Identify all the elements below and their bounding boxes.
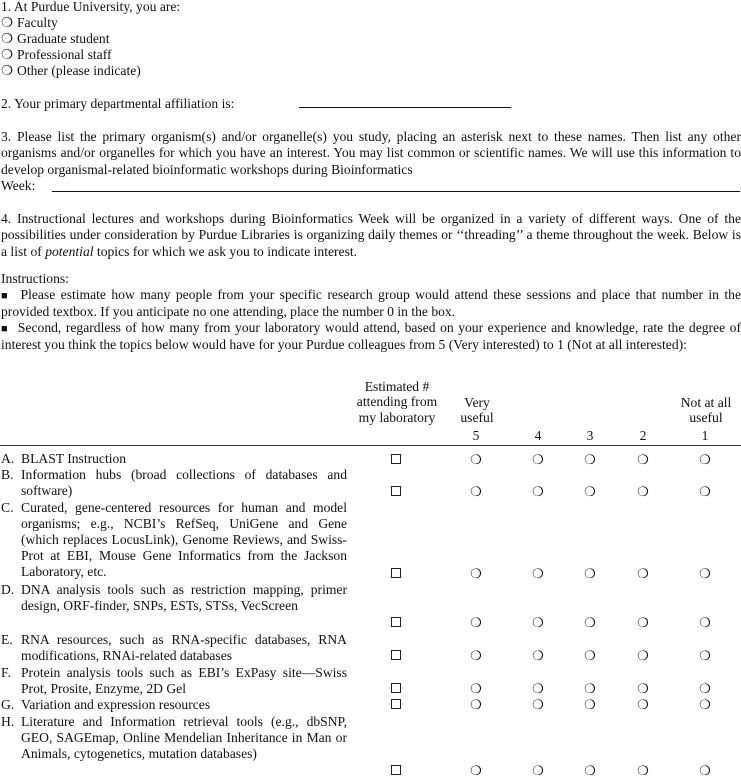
instructions-bullet-2: ■ Second, regardless of how many from your laboratory would attend, based on your experience and knowledge, rate the degree of interest you think the topics below would have for your Purdue colleagues from 5 (Very interested) to 1 (Not at all interested): bbox=[1, 320, 741, 353]
row-topic: Curated, gene-centered resources for human and model organisms; e.g., NCBI’s RefSeq, UniGene and Gene (which replaces LocusLink), Genome Reviews, and Swiss-Prot at EBI, Mouse Gene Informatics from the Jackson Laboratory, etc. bbox=[21, 500, 347, 580]
attending-count-box[interactable] bbox=[391, 486, 401, 496]
rating-radio-5[interactable]: ❍ bbox=[470, 484, 482, 499]
rating-radio-1[interactable]: ❍ bbox=[699, 648, 711, 663]
row-letter: B. bbox=[1, 467, 14, 482]
rating-radio-4[interactable]: ❍ bbox=[532, 452, 544, 467]
header-rule bbox=[0, 445, 741, 446]
q3-week-label: Week: bbox=[1, 178, 36, 193]
rating-radio-2[interactable]: ❍ bbox=[637, 566, 649, 581]
rating-radio-5[interactable]: ❍ bbox=[470, 615, 482, 630]
rating-radio-5[interactable]: ❍ bbox=[470, 452, 482, 467]
rating-radio-5[interactable]: ❍ bbox=[470, 763, 482, 778]
rating-radio-4[interactable]: ❍ bbox=[532, 648, 544, 663]
attending-count-box[interactable] bbox=[391, 617, 401, 627]
rating-radio-1[interactable]: ❍ bbox=[699, 681, 711, 696]
row-letter: H. bbox=[1, 714, 15, 729]
rating-radio-1[interactable]: ❍ bbox=[699, 763, 711, 778]
rating-radio-1[interactable]: ❍ bbox=[699, 484, 711, 499]
instructions-heading: Instructions: bbox=[1, 271, 69, 286]
radio-icon[interactable]: ❍ bbox=[1, 31, 14, 46]
q1-question: 1. At Purdue University, you are: bbox=[1, 0, 181, 14]
row-topic: Information hubs (broad collections of databases and software) bbox=[21, 467, 347, 499]
row-letter: D. bbox=[1, 582, 15, 597]
department-field[interactable] bbox=[299, 107, 511, 108]
rating-radio-2[interactable]: ❍ bbox=[637, 681, 649, 696]
header-not-useful: Not at all useful bbox=[680, 395, 732, 426]
q1-option-other[interactable]: ❍ Other (please indicate) bbox=[1, 63, 141, 78]
radio-icon[interactable]: ❍ bbox=[1, 63, 14, 78]
row-topic: Protein analysis tools such as EBI’s ExPasy site—Swiss Prot, Prosite, Enzyme, 2D Gel bbox=[21, 665, 347, 697]
rating-radio-1[interactable]: ❍ bbox=[699, 615, 711, 630]
rating-radio-1[interactable]: ❍ bbox=[699, 697, 711, 712]
rating-radio-2[interactable]: ❍ bbox=[637, 648, 649, 663]
attending-count-box[interactable] bbox=[391, 568, 401, 578]
q1-option-graduate-student[interactable]: ❍ Graduate student bbox=[1, 31, 110, 46]
row-topic: Variation and expression resources bbox=[21, 697, 211, 712]
q1-option-faculty[interactable]: ❍ Faculty bbox=[1, 15, 58, 30]
scale-5: 5 bbox=[472, 428, 480, 443]
rating-radio-3[interactable]: ❍ bbox=[584, 566, 596, 581]
rating-radio-5[interactable]: ❍ bbox=[470, 681, 482, 696]
rating-radio-3[interactable]: ❍ bbox=[584, 484, 596, 499]
scale-3: 3 bbox=[586, 428, 594, 443]
instructions-bullet-1: ■ Please estimate how many people from your specific research group would attend these sessions and place that number in the provided textbox. If you anticipate no one attending, place the number 0 in the box. bbox=[1, 287, 741, 320]
rating-radio-3[interactable]: ❍ bbox=[584, 763, 596, 778]
rating-radio-5[interactable]: ❍ bbox=[470, 566, 482, 581]
rating-radio-4[interactable]: ❍ bbox=[532, 763, 544, 778]
radio-icon[interactable]: ❍ bbox=[1, 15, 14, 30]
header-estimated: Estimated # attending from my laboratory bbox=[356, 379, 438, 425]
row-topic: RNA resources, such as RNA-specific databases, RNA modifications, RNAi-related databases bbox=[21, 632, 347, 664]
rating-radio-3[interactable]: ❍ bbox=[584, 615, 596, 630]
rating-radio-4[interactable]: ❍ bbox=[532, 697, 544, 712]
rating-radio-2[interactable]: ❍ bbox=[637, 697, 649, 712]
attending-count-box[interactable] bbox=[391, 650, 401, 660]
scale-4: 4 bbox=[534, 428, 542, 443]
q2-question: 2. Your primary departmental affiliation is: bbox=[1, 96, 235, 111]
row-topic: DNA analysis tools such as restriction mapping, primer design, ORF-finder, SNPs, ESTs, STSs, VecScreen bbox=[21, 582, 347, 614]
rating-radio-3[interactable]: ❍ bbox=[584, 697, 596, 712]
rating-radio-1[interactable]: ❍ bbox=[699, 566, 711, 581]
rating-radio-2[interactable]: ❍ bbox=[637, 484, 649, 499]
attending-count-box[interactable] bbox=[391, 699, 401, 709]
rating-radio-2[interactable]: ❍ bbox=[637, 615, 649, 630]
q3-text: 3. Please list the primary organism(s) and/or organelle(s) you study, placing an asterisk next to these names. Then list any other organisms and/or organelles for which you have an interest. You may list common or scientific names. We will use this information to develop organismal-related bioinformatic workshops during Bioinformatics bbox=[1, 129, 741, 177]
row-letter: A. bbox=[1, 451, 15, 466]
radio-icon[interactable]: ❍ bbox=[1, 47, 14, 62]
scale-2: 2 bbox=[639, 428, 647, 443]
organisms-field[interactable] bbox=[52, 191, 740, 192]
bullet-icon: ■ bbox=[1, 290, 10, 302]
rating-radio-2[interactable]: ❍ bbox=[637, 763, 649, 778]
row-letter: E. bbox=[1, 632, 13, 647]
rating-radio-4[interactable]: ❍ bbox=[532, 566, 544, 581]
rating-radio-3[interactable]: ❍ bbox=[584, 452, 596, 467]
rating-radio-5[interactable]: ❍ bbox=[470, 648, 482, 663]
row-letter: C. bbox=[1, 500, 14, 515]
row-topic: BLAST Instruction bbox=[21, 451, 127, 466]
rating-radio-3[interactable]: ❍ bbox=[584, 681, 596, 696]
row-letter: G. bbox=[1, 697, 15, 712]
q1-option-professional-staff[interactable]: ❍ Professional staff bbox=[1, 47, 112, 62]
attending-count-box[interactable] bbox=[391, 683, 401, 693]
rating-radio-4[interactable]: ❍ bbox=[532, 615, 544, 630]
rating-radio-3[interactable]: ❍ bbox=[584, 648, 596, 663]
row-letter: F. bbox=[1, 665, 11, 680]
rating-radio-1[interactable]: ❍ bbox=[699, 452, 711, 467]
rating-radio-5[interactable]: ❍ bbox=[470, 697, 482, 712]
header-very-useful: Very useful bbox=[460, 395, 494, 426]
rating-radio-2[interactable]: ❍ bbox=[637, 452, 649, 467]
attending-count-box[interactable] bbox=[391, 765, 401, 775]
q4-text: 4. Instructional lectures and workshops during Bioinformatics Week will be organized in a variety of different ways. One of the possibilities under consideration by Purdue Libraries is organizing daily themes or ‘‘threading’’ a theme throughout the week. Below is a list of potential topics for which we ask you to indicate interest. bbox=[1, 211, 741, 259]
bullet-icon: ■ bbox=[1, 323, 9, 335]
scale-1: 1 bbox=[701, 428, 709, 443]
attending-count-box[interactable] bbox=[391, 454, 401, 464]
rating-radio-4[interactable]: ❍ bbox=[532, 484, 544, 499]
row-topic: Literature and Information retrieval tools (e.g., dbSNP, GEO, SAGEmap, Online Mendelian Inheritance in Man or Animals, cytogenetics, mutation databases) bbox=[21, 714, 347, 762]
rating-radio-4[interactable]: ❍ bbox=[532, 681, 544, 696]
